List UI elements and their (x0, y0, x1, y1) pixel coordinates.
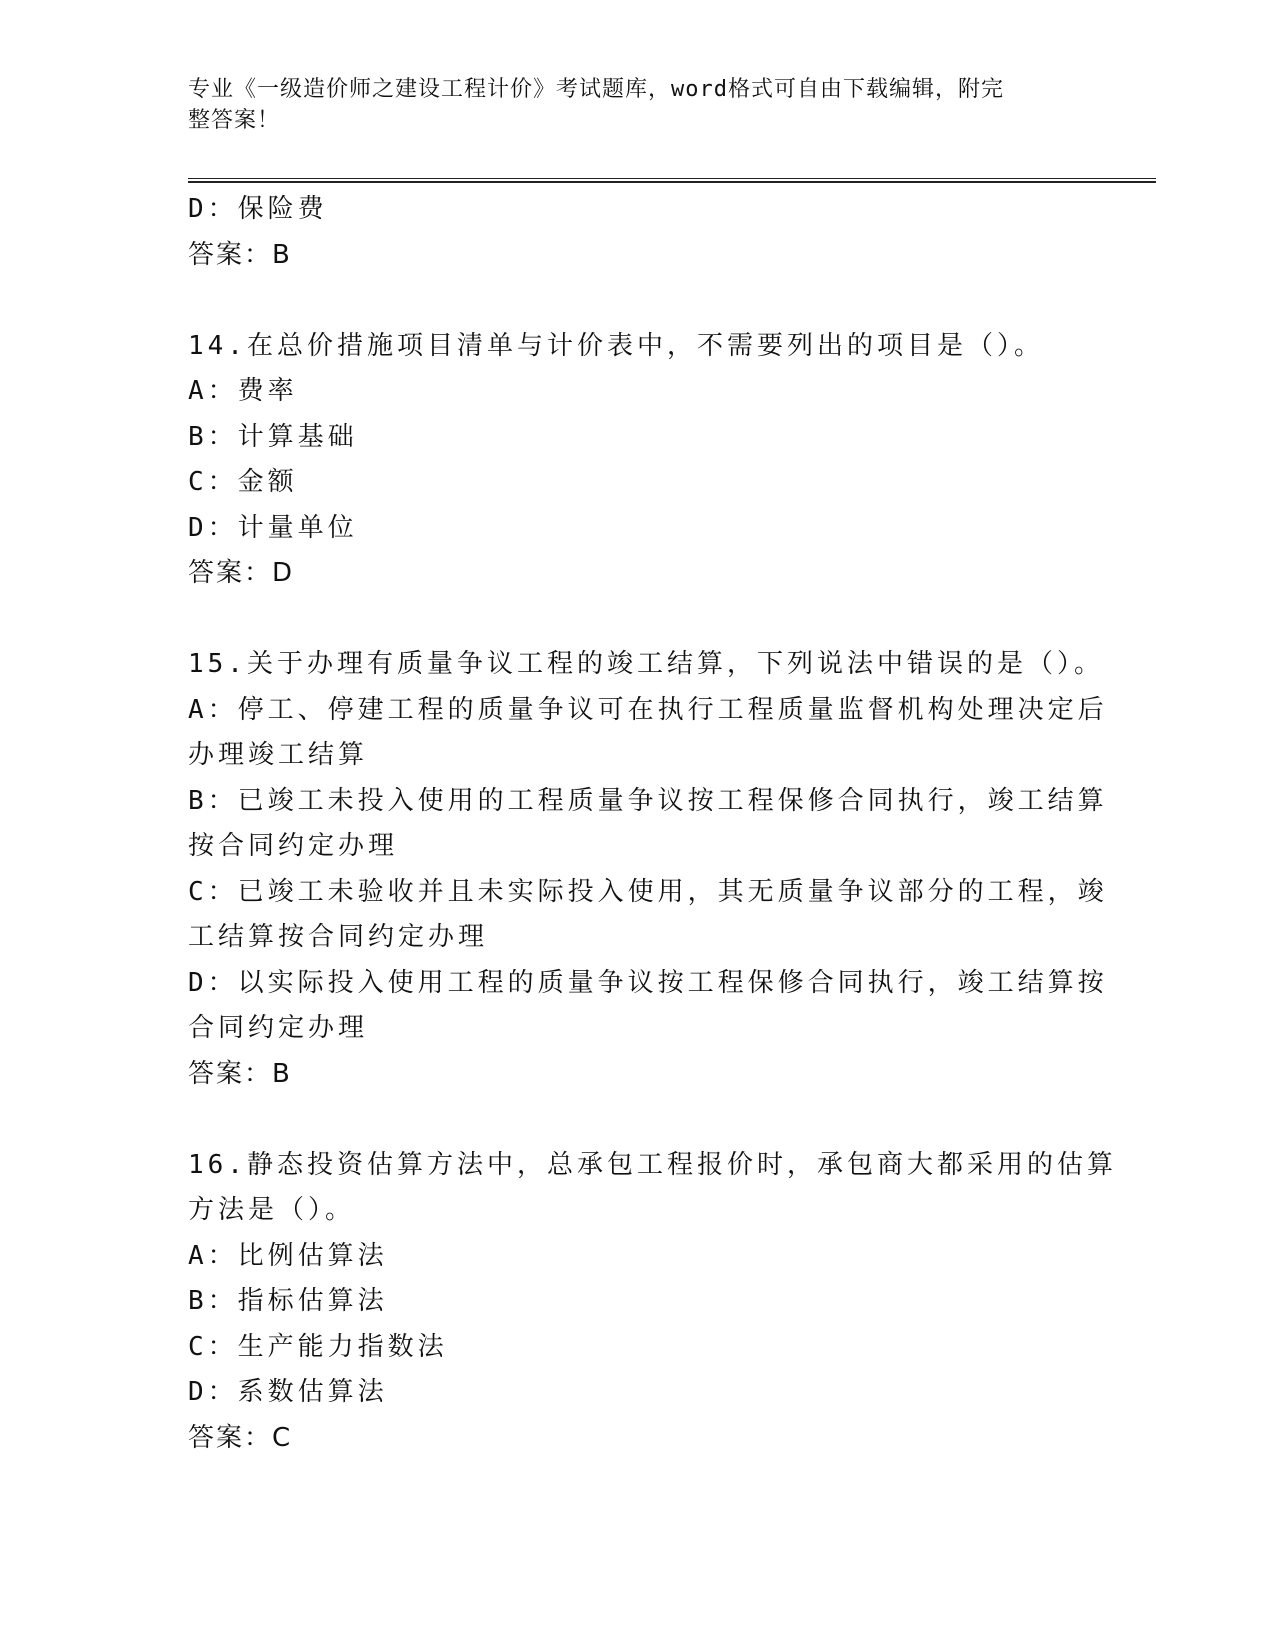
option-a-continued: 办理竣工结算 (188, 740, 369, 770)
option-c: C：已竣工未验收并且未实际投入使用，其无质量争议部分的工程，竣 (188, 876, 1108, 907)
question-13-tail (188, 187, 1088, 278)
option-d: D：保险费 (188, 194, 328, 224)
option-c: C：生产能力指数法 (188, 1331, 448, 1362)
header-divider (188, 178, 1156, 183)
question-stem-continued: 方法是（）。 (188, 1195, 356, 1225)
option-b-continued: 按合同约定办理 (188, 831, 399, 861)
option-d: D：以实际投入使用工程的质量争议按工程保修合同执行，竣工结算按 (188, 967, 1108, 998)
option-d: D：计量单位 (188, 512, 358, 543)
option-c: C：金额 (188, 467, 298, 497)
spacer (188, 278, 1088, 324)
answer: 答案：B (188, 239, 292, 270)
spacer (188, 1097, 1088, 1143)
document-header (188, 74, 1088, 136)
question-16 (188, 1143, 1117, 1462)
question-stem: 15.关于办理有质量争议工程的竣工结算，下列说法中错误的是（）。 (188, 649, 1104, 679)
option-a: A：停工、停建工程的质量争议可在执行工程质量监督机构处理决定后 (188, 694, 1108, 725)
answer: 答案：D (188, 558, 295, 588)
answer: 答案：C (188, 1422, 293, 1453)
option-d-continued: 合同约定办理 (188, 1013, 369, 1043)
answer: 答案：B (188, 1058, 292, 1089)
question-list (188, 187, 1117, 1461)
spacer (188, 597, 1088, 643)
question-stem: 14.在总价措施项目清单与计价表中，不需要列出的项目是（）。 (188, 330, 1044, 361)
question-15 (188, 642, 1108, 1097)
option-a: A：比例估算法 (188, 1240, 388, 1271)
question-14 (188, 324, 1088, 597)
option-b: B：指标估算法 (188, 1286, 388, 1316)
option-c-continued: 工结算按合同约定办理 (188, 922, 489, 952)
option-b: B：计算基础 (188, 421, 358, 452)
header-line-1: 专业《一级造价师之建设工程计价》考试题库，word格式可自由下载编辑，附完 (188, 77, 1004, 102)
question-stem: 16.静态投资估算方法中，总承包工程报价时，承包商大都采用的估算 (188, 1149, 1117, 1180)
option-a: A：费率 (188, 376, 298, 406)
header-line-2: 整答案！ (188, 108, 281, 133)
option-b: B：已竣工未投入使用的工程质量争议按工程保修合同执行，竣工结算 (188, 785, 1108, 816)
option-d: D：系数估算法 (188, 1377, 388, 1407)
